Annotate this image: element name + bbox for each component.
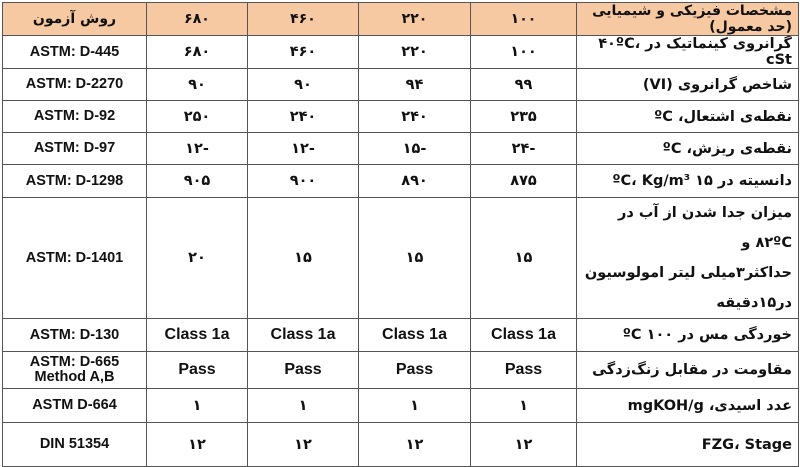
table-row	[3, 165, 799, 198]
header-test-method: روش آزمون	[3, 3, 147, 36]
specification-table	[2, 2, 799, 467]
row-test-method: ASTM: D-130	[3, 319, 147, 352]
table-row	[3, 69, 799, 101]
row-property: شاخص گرانروی (VI)	[577, 69, 799, 101]
row-value: ۹۹	[471, 69, 577, 101]
row-value: -۲۴	[471, 133, 577, 165]
row-test-method: ASTM D-664	[3, 389, 147, 423]
header-grade-220: ۲۲۰	[359, 3, 471, 36]
row-value: ۸۷۵	[471, 165, 577, 198]
row-test-method-line: Method A,B	[34, 369, 115, 385]
row-value: ۲۵۰	[147, 101, 248, 133]
row-value: ۹۰۵	[147, 165, 248, 198]
row-value: ۹۰	[248, 69, 359, 101]
header-grade-100: ۱۰۰	[471, 3, 577, 36]
row-value: ۱۰۰	[471, 36, 577, 69]
row-property-line: میزان جدا شدن از آب در ۸۲ºC و	[618, 205, 792, 251]
row-value: ۹۴	[359, 69, 471, 101]
row-test-method: ASTM: D-445	[3, 36, 147, 69]
row-property: نقطه‌ی اشتعال، ºC	[577, 101, 799, 133]
row-property	[577, 198, 799, 319]
table-row	[3, 423, 799, 467]
table-row	[3, 198, 799, 319]
row-property: عدد اسیدی، mgKOH/g	[577, 389, 799, 423]
row-value: ۱	[147, 389, 248, 423]
row-value: ۲۲۰	[359, 36, 471, 69]
row-value: ۴۶۰	[248, 36, 359, 69]
table-row	[3, 133, 799, 165]
row-test-method: ASTM: D-92	[3, 101, 147, 133]
row-value: ۱۲	[471, 423, 577, 467]
row-property: FZG، Stage	[577, 423, 799, 467]
row-value: -۱۲	[147, 133, 248, 165]
table-row	[3, 36, 799, 69]
row-value: ۱۵	[359, 198, 471, 319]
row-value: Class 1a	[471, 319, 577, 352]
row-value: ۲۰	[147, 198, 248, 319]
row-value: Pass	[147, 352, 248, 389]
row-value: ۱	[359, 389, 471, 423]
row-test-method	[3, 352, 147, 389]
row-test-method: ASTM: D-1298	[3, 165, 147, 198]
row-value: Class 1a	[248, 319, 359, 352]
row-property: گرانروی کینماتیک در ۴۰ºC، cSt	[577, 36, 799, 69]
table-row	[3, 389, 799, 423]
row-property-line: حداکثر۳میلی لیتر امولوسیون در۱۵دقیقه	[584, 265, 792, 311]
row-test-method: ASTM: D-1401	[3, 198, 147, 319]
row-value: ۶۸۰	[147, 36, 248, 69]
header-property: مشخصات فیزیکی و شیمیایی (حد معمول)	[577, 3, 799, 36]
row-test-method: ASTM: D-97	[3, 133, 147, 165]
table-row	[3, 352, 799, 389]
row-value: -۱۵	[359, 133, 471, 165]
row-value: Pass	[248, 352, 359, 389]
row-value: ۱	[471, 389, 577, 423]
row-value: ۱	[248, 389, 359, 423]
row-value: ۱۲	[359, 423, 471, 467]
row-value: ۸۹۰	[359, 165, 471, 198]
row-value: ۱۵	[471, 198, 577, 319]
row-value: Pass	[359, 352, 471, 389]
table-row	[3, 319, 799, 352]
row-property: نقطه‌ی ریزش، ºC	[577, 133, 799, 165]
row-test-method: DIN 51354	[3, 423, 147, 467]
row-value: Class 1a	[147, 319, 248, 352]
row-value: Pass	[471, 352, 577, 389]
header-grade-460: ۴۶۰	[248, 3, 359, 36]
row-value: ۹۰۰	[248, 165, 359, 198]
row-value: Class 1a	[359, 319, 471, 352]
row-test-method: ASTM: D-2270	[3, 69, 147, 101]
row-value: ۱۲	[147, 423, 248, 467]
header-grade-680: ۶۸۰	[147, 3, 248, 36]
header-row	[3, 3, 799, 36]
row-property: خوردگی مس در ºC ۱۰۰	[577, 319, 799, 352]
row-value: ۱۵	[248, 198, 359, 319]
row-property: دانسیته در ۱۵ ºC، Kg/m³	[577, 165, 799, 198]
row-value: ۲۴۰	[359, 101, 471, 133]
row-test-method-line: ASTM: D-665	[29, 354, 120, 370]
row-property: مقاومت در مقابل زنگ‌زدگی	[577, 352, 799, 389]
table-row	[3, 101, 799, 133]
row-value: ۲۳۵	[471, 101, 577, 133]
row-value: -۱۲	[248, 133, 359, 165]
row-value: ۹۰	[147, 69, 248, 101]
row-value: ۱۲	[248, 423, 359, 467]
row-value: ۲۴۰	[248, 101, 359, 133]
